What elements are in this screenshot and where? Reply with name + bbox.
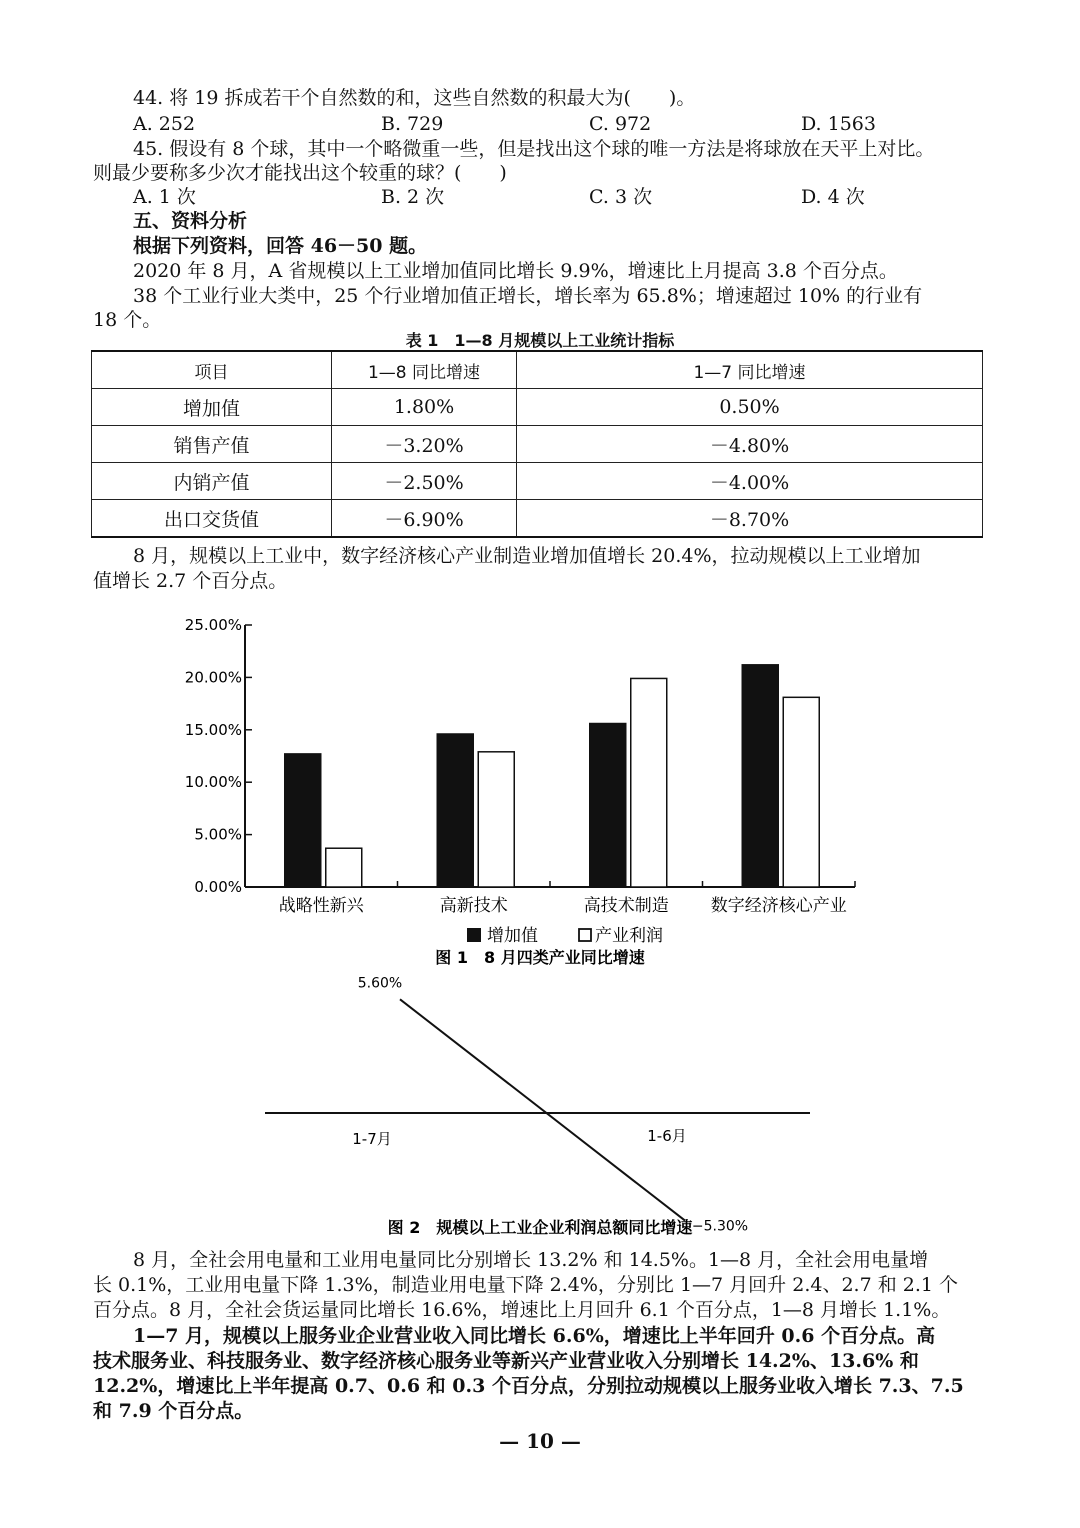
page-number: — 10 — (499, 1429, 581, 1453)
bar-profit (631, 678, 667, 887)
category-label-1-7: 1-7月 (352, 1130, 392, 1148)
table-1 (91, 350, 983, 538)
table-cell: 增加值 (92, 389, 332, 426)
paragraph-1: 2020 年 8 月，A 省规模以上工业增加值同比增长 9.9%，增速比上月提高 3.8 个百分点。 (133, 260, 898, 282)
question-45-stem-line2: 则最少要称多少次才能找出这个较重的球？( ) (93, 162, 507, 184)
q45-option-b: B. 2 次 (381, 186, 445, 208)
y-tick-label: 5.00% (194, 825, 242, 844)
question-45-stem-line1: 45. 假设有 8 个球，其中一个略微重一些，但是找出这个球的唯一方法是将球放在天平上对比。 (133, 138, 935, 160)
paragraph-3-line2: 值增长 2.7 个百分点。 (93, 570, 288, 592)
x-category-label: 高技术制造 (583, 896, 669, 916)
table-header-cell: 1—7 同比增速 (517, 351, 983, 389)
section-title: 五、资料分析 (133, 210, 248, 232)
table-cell: 1.80% (332, 389, 517, 426)
bar-added-value (742, 665, 778, 887)
table-header-cell: 项目 (92, 351, 332, 389)
legend-label-added-value: 增加值 (487, 926, 538, 946)
table-header-row (92, 351, 983, 389)
data-label-1-7: 5.60% (357, 975, 403, 992)
table-cell: 0.50% (517, 389, 983, 426)
table-1-caption: 表 1 1—8 月规模以上工业统计指标 (405, 331, 675, 350)
figure-1-caption: 图 1 8 月四类产业同比增速 (435, 948, 645, 967)
x-category-label: 战略性新兴 (278, 896, 364, 916)
q44-option-a: A. 252 (133, 113, 196, 135)
q45-option-d: D. 4 次 (801, 186, 865, 208)
table-cell: 销售产值 (92, 426, 332, 463)
y-tick-label: 10.00% (184, 773, 242, 792)
x-category-label: 数字经济核心产业 (710, 896, 847, 916)
table-row (92, 389, 983, 426)
q44-option-d: D. 1563 (801, 113, 876, 135)
y-tick-label: 0.00% (194, 878, 242, 896)
paragraph-5-line4: 和 7.9 个百分点。 (93, 1400, 254, 1422)
table-cell: －4.00% (517, 463, 983, 500)
paragraph-4-line3: 百分点。8 月，全社会货运量同比增长 16.6%，增速比上月回升 6.1 个百分点，1—8 月增长 1.1%。 (93, 1299, 951, 1321)
profit-growth-line (400, 999, 685, 1220)
q45-option-a: A. 1 次 (133, 186, 196, 208)
y-tick-label: 15.00% (184, 720, 242, 739)
table-cell: 内销产值 (92, 463, 332, 500)
legend-swatch-added-value (467, 928, 481, 942)
paragraph-5-line1: 1—7 月，规模以上服务业企业营业收入同比增长 6.6%，增速比上半年回升 0.6 个百分点。高 (133, 1325, 936, 1347)
figure-2-line-chart (0, 965, 1080, 1240)
paragraph-3-line1: 8 月，规模以上工业中，数字经济核心产业制造业增加值增长 20.4%，拉动规模以上工业增加 (133, 545, 921, 567)
bar-added-value (590, 724, 626, 887)
q45-option-c: C. 3 次 (589, 186, 653, 208)
paragraph-4-line2: 长 0.1%，工业用电量下降 1.3%，制造业用电量下降 2.4%，分别比 1—7 月回升 2.4、2.7 和 2.1 个 (93, 1274, 958, 1296)
legend-swatch-profit (579, 929, 591, 941)
legend-label-profit: 产业利润 (595, 926, 663, 946)
table-cell: －3.20% (332, 426, 517, 463)
question-44-stem: 44. 将 19 拆成若干个自然数的和，这些自然数的积最大为( )。 (133, 87, 696, 109)
table-row (92, 463, 983, 500)
table-cell: －4.80% (517, 426, 983, 463)
table-row (92, 426, 983, 463)
paragraph-2-line2: 18 个。 (93, 309, 162, 331)
data-label-1-6: −5.30% (691, 1218, 749, 1235)
section-instruction: 根据下列资料，回答 46－50 题。 (133, 235, 428, 257)
table-cell: －6.90% (332, 500, 517, 538)
x-category-label: 高新技术 (439, 896, 508, 916)
bar-added-value (437, 734, 473, 887)
y-tick-label: 20.00% (184, 668, 242, 687)
bar-profit (478, 752, 514, 887)
paragraph-2-line1: 38 个工业行业大类中，25 个行业增加值正增长，增长率为 65.8%；增速超过 10% 的行业有 (133, 285, 923, 307)
table-cell: －8.70% (517, 500, 983, 538)
figure-2-caption: 图 2 规模以上工业企业利润总额同比增速 (387, 1218, 693, 1237)
figure-1-bar-chart (0, 600, 1080, 970)
table-cell: －2.50% (332, 463, 517, 500)
bar-profit (783, 697, 819, 887)
paragraph-4-line1: 8 月，全社会用电量和工业用电量同比分别增长 13.2% 和 14.5%。1—8 月，全社会用电量增 (133, 1249, 929, 1271)
table-cell: 出口交货值 (92, 500, 332, 538)
bar-added-value (285, 754, 321, 887)
category-label-1-6: 1-6月 (647, 1127, 687, 1145)
paragraph-5-line3: 12.2%，增速比上半年提高 0.7、0.6 和 0.3 个百分点，分别拉动规模以上服务业收入增长 7.3、7.5 (93, 1375, 964, 1397)
paragraph-5-line2: 技术服务业、科技服务业、数字经济核心服务业等新兴产业营业收入分别增长 14.2%、13.6% 和 (93, 1350, 919, 1372)
table-row (92, 500, 983, 538)
bar-profit (326, 848, 362, 887)
table-header-cell: 1—8 同比增速 (332, 351, 517, 389)
q44-option-b: B. 729 (381, 113, 444, 135)
y-tick-label: 25.00% (184, 616, 242, 634)
q44-option-c: C. 972 (589, 113, 652, 135)
